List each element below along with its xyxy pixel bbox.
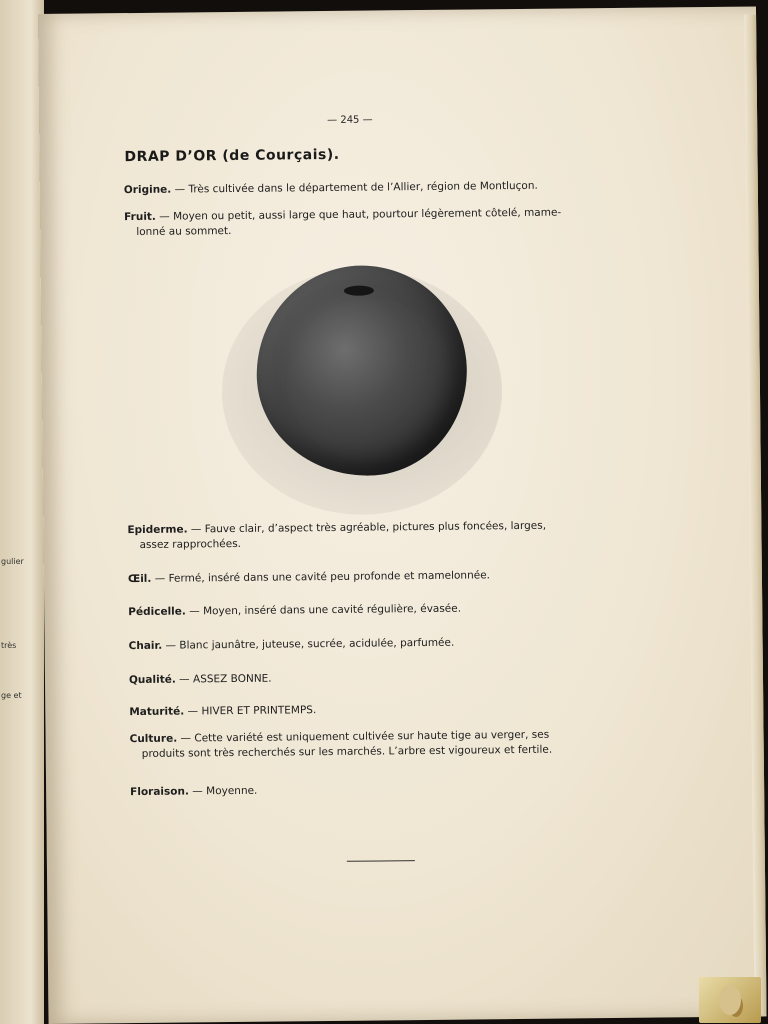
entry-text: — Moyen ou petit, aussi large que haut, pourtour légèrement côtelé, mame-	[155, 206, 562, 223]
entry-label: Œil.	[127, 572, 152, 586]
apple-photo	[216, 249, 509, 522]
entry-chair	[129, 634, 619, 654]
entry-label: Qualité.	[128, 673, 176, 687]
left-page-edge	[0, 0, 44, 1024]
entry-text: — Blanc jaunâtre, juteuse, sucrée, acidulée, parfumée.	[162, 636, 455, 652]
entry-pedicelle	[128, 600, 618, 620]
edge-word: gulier	[1, 557, 24, 566]
entry-text: — Moyenne.	[188, 784, 258, 798]
entry-label: Floraison.	[130, 785, 189, 799]
entry-text-continued: produits sont très recherchés sur les marchés. L’arbre est vigoureux et fertile.	[141, 743, 553, 760]
entry-label: Epiderme.	[127, 523, 188, 537]
book-page	[38, 6, 767, 1023]
entry-floraison	[130, 780, 620, 800]
entry-qualite	[129, 668, 619, 688]
entry-text: — Fauve clair, d’aspect très agréable, pictures plus foncées, larges,	[187, 519, 547, 536]
entry-culture	[130, 727, 620, 762]
edge-word: ge et	[1, 691, 22, 700]
page-edge	[744, 14, 766, 1014]
entry-fruit	[124, 205, 614, 240]
entry-epiderme	[127, 518, 617, 553]
entry-text: — ASSEZ BONNE.	[175, 672, 272, 686]
corner-thumbnail-image	[699, 977, 761, 1023]
entry-label: Culture.	[129, 732, 178, 746]
entry-label: Pédicelle.	[128, 605, 186, 619]
entry-origine	[124, 178, 614, 198]
entry-maturite	[129, 700, 619, 720]
apple-image	[256, 265, 468, 477]
entry-text-continued: assez rapprochées.	[139, 537, 242, 551]
entry-text: — Moyen, inséré dans une cavité régulière, évasée.	[185, 602, 462, 618]
entry-oeil	[128, 567, 618, 587]
page-number: — 245 —	[327, 114, 373, 126]
entry-text: — Fermé, inséré dans une cavité peu profonde et mamelonnée.	[151, 569, 491, 585]
end-rule	[347, 860, 415, 862]
entry-label: Maturité.	[129, 705, 185, 719]
edge-word: très	[1, 641, 17, 650]
entry-label: Origine.	[123, 183, 172, 197]
page-title: DRAP D’OR (de Courçais).	[124, 146, 340, 166]
apple-stem	[344, 285, 374, 295]
entry-text: — Cette variété est uniquement cultivée sur haute tige au verger, ses	[177, 728, 550, 745]
entry-text: — HIVER ET PRINTEMPS.	[184, 704, 317, 718]
entry-text: — Très cultivée dans le département de l’Allier, région de Montluçon.	[171, 179, 538, 196]
entry-text-continued: lonné au sommet.	[136, 224, 232, 238]
entry-label: Chair.	[128, 639, 163, 653]
entry-label: Fruit.	[124, 210, 156, 224]
